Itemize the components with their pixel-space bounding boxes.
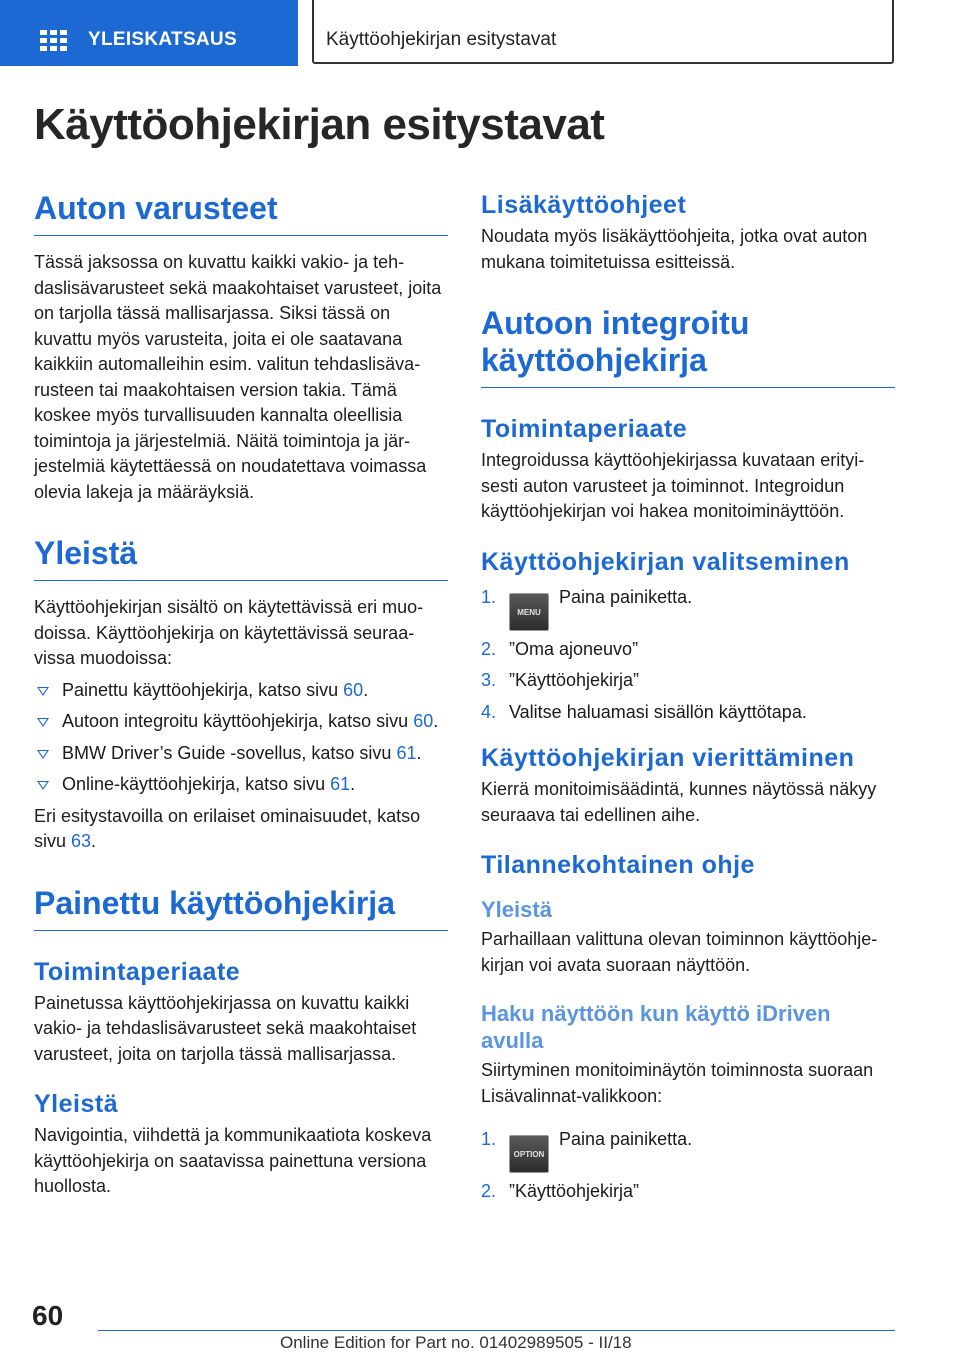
page-link[interactable]: 61 bbox=[330, 774, 351, 794]
triangle-bullet-icon bbox=[37, 687, 49, 696]
scroll-text: Kierrä monitoimisäädintä, kunnes näytössä näkyy seuraava tai edellinen aihe. bbox=[481, 779, 877, 825]
equipment-text: Tässä jaksossa on kuvattu kaikki vakio- ja tehdaslisävarusteet sekä maakohtaiset varusteet, joita on tarjolla tässä mallisarjassa. Siksi tässä on kuvattu myös varusteita, joita ei ole saatavana kaikkiin automalleihin esim. valitun tehdaslisävarusteen tai maakohtaisen version takia. Tämä koskee myös turvallisuuden kannalta oleellisia toimintoja ja järjestelmiä. Näitä toimintoja ja järjestelmiä käytettäessä on noudatettava voimassa olevia lakeja ja määräyksiä. bbox=[34, 252, 442, 502]
tab-current-section[interactable] bbox=[312, 0, 894, 64]
subheading-general: Yleistä bbox=[34, 1090, 119, 1118]
subheading-context-help: Tilannekohtainen ohje bbox=[481, 851, 755, 879]
right-column bbox=[481, 190, 895, 1211]
additional-text: Noudata myös lisäkäyttöohjeita, jotka ovat auton mukana toimitetuissa esitteissä. bbox=[481, 226, 868, 272]
top-navigation bbox=[0, 0, 960, 66]
list-item: 2. ”Oma ajoneuvo” bbox=[481, 638, 639, 659]
left-column bbox=[34, 190, 448, 1200]
printed-general-text: Navigointia, viihdettä ja kommunikaatiota koskeva käyttöohjekirja on saatavissa painettuna versiona huollosta. bbox=[34, 1125, 432, 1196]
list-item: Autoon integroitu käyttöohjekirja, katso sivu 60. bbox=[34, 709, 448, 735]
context-general-text: Parhaillaan valittuna olevan toiminnon käyttöohjekirjan voi avata suoraan näyttöön. bbox=[481, 929, 878, 975]
footer-divider bbox=[98, 1330, 895, 1331]
select-steps bbox=[481, 585, 895, 726]
page-link[interactable]: 63 bbox=[71, 831, 92, 851]
tab-overview[interactable] bbox=[0, 0, 298, 66]
subheading-scroll: Käyttöohjekirjan vierittäminen bbox=[481, 744, 855, 772]
general-text: Käyttöohjekirjan sisältö on käytettävissä eri muodoissa. Käyttöohjekirja on käytettävissä seuraavissa muodoissa: bbox=[34, 597, 424, 668]
list-item: 1. OPTIONPaina painiketta. bbox=[481, 1127, 895, 1173]
idrive-search-text: Siirtyminen monitoiminäytön toiminnosta suoraan Lisävalinnat-valikkoon: bbox=[481, 1060, 874, 1106]
list-item: BMW Driver’s Guide -sovellus, katso sivu 61. bbox=[34, 741, 448, 767]
list-item: 2. ”Käyttöohjekirja” bbox=[481, 1181, 640, 1201]
list-item: 1. MENUPaina painiketta. bbox=[481, 585, 895, 631]
printed-principle-text: Painetussa käyttöohjekirjassa on kuvattu kaikki vakio- ja tehdaslisävarusteet sekä maakohtaiset varusteet, joita on tarjolla tässä mallisarjassa. bbox=[34, 992, 417, 1064]
subheading-select: Käyttöohjekirjan valitseminen bbox=[481, 547, 850, 576]
section-title-general: Yleistä bbox=[34, 535, 448, 581]
formats-list bbox=[34, 678, 448, 798]
option-button-icon[interactable]: OPTION bbox=[509, 1135, 549, 1173]
grid-icon bbox=[40, 30, 68, 52]
list-item: 4. Valitse haluamasi sisällön käyttötapa. bbox=[481, 701, 807, 722]
list-item: Painettu käyttöohjekirja, katso sivu 60. bbox=[34, 678, 448, 704]
formats-note: Eri esitystavoilla on erilaiset ominaisuudet, katso sivu 63. bbox=[34, 805, 421, 851]
section-title-integrated: Autoon integroitu käyttöohjekirja bbox=[481, 305, 895, 388]
subheading-principle: Toimintaperiaate bbox=[481, 415, 688, 443]
subheading-principle: Toimintaperiaate bbox=[34, 957, 241, 986]
page-title: Käyttöohjekirjan esitystavat bbox=[34, 100, 605, 149]
subheading-idrive-search: Haku näyttöön kun käyttö iDriven avulla bbox=[481, 1001, 831, 1053]
subheading-additional: Lisäkäyttöohjeet bbox=[481, 191, 687, 219]
integrated-principle-text: Integroidussa käyttöohjekirjassa kuvataan erityisesti auton varusteet ja toiminnot. Integroidun käyttöohjekirjan voi hakea monitoiminäyttöön. bbox=[481, 450, 865, 521]
footer-edition: Online Edition for Part no. 01402989505 - II/18 bbox=[280, 1333, 632, 1352]
page-link[interactable]: 60 bbox=[413, 711, 434, 731]
section-title-equipment: Auton varusteet bbox=[34, 190, 448, 236]
page-number: 60 bbox=[32, 1300, 64, 1331]
triangle-bullet-icon bbox=[37, 750, 49, 759]
subheading-general-small: Yleistä bbox=[481, 897, 552, 922]
page-link[interactable]: 60 bbox=[343, 679, 364, 700]
page-link[interactable]: 61 bbox=[396, 742, 417, 763]
triangle-bullet-icon bbox=[37, 718, 49, 727]
section-title-printed: Painettu käyttöohjekirja bbox=[34, 885, 448, 931]
triangle-bullet-icon bbox=[37, 781, 49, 790]
search-steps bbox=[481, 1127, 895, 1205]
tab-overview-label: YLEISKATSAUS bbox=[88, 29, 237, 50]
list-item: 3. ”Käyttöohjekirja” bbox=[481, 670, 640, 690]
list-item: Online-käyttöohjekirja, katso sivu 61. bbox=[34, 772, 448, 798]
tab-current-label: Käyttöohjekirjan esitystavat bbox=[326, 29, 557, 50]
menu-button-icon[interactable]: MENU bbox=[509, 593, 549, 631]
